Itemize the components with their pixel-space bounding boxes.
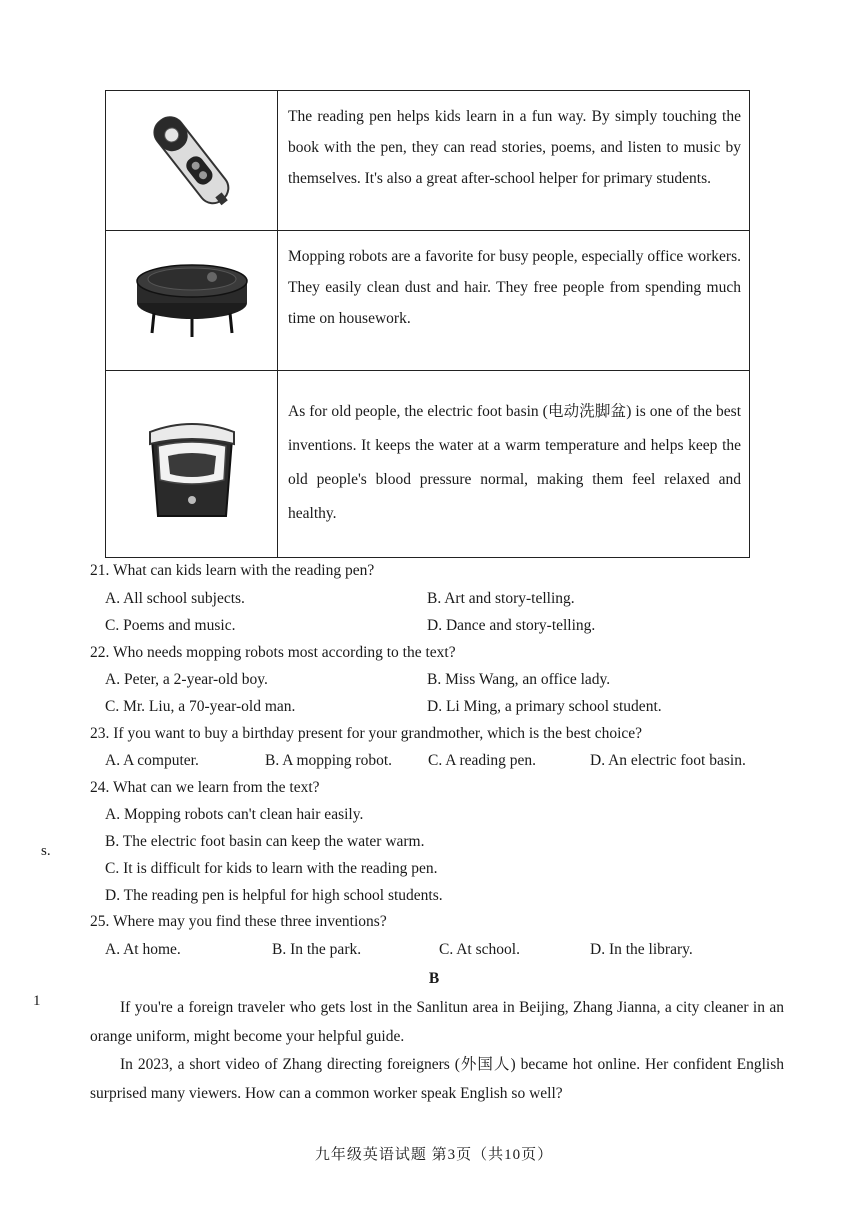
option-24-b: B. The electric foot basin can keep the water warm. [105,833,425,850]
option-23-a: A. A computer. [105,752,199,769]
question-22: 22. Who needs mopping robots most according to the text? [90,644,456,661]
option-22-b: B. Miss Wang, an office lady. [427,671,611,688]
question-23: 23. If you want to buy a birthday present for your grandmother, which is the best choice? [90,725,643,742]
mopping-robot-image [106,231,278,370]
section-heading: B [428,970,440,987]
passage-paragraph: If you're a foreign traveler who gets lost in the Sanlitun area in Beijing, Zhang Jianna, a city cleaner in an orange uniform, might become your helpful guide. [90,999,784,1045]
table-row [106,91,749,231]
table-row [106,231,749,371]
reading-pen-image [106,91,278,230]
inventions-table [105,90,750,558]
option-21-a: A. All school subjects. [105,590,245,607]
foot-basin-description: As for old people, the electric foot basin (电动洗脚盆) is one of the best inventions. It keeps the water at a warm temperature and helps keep the old people's blood pressure normal, making them feel relaxed and healthy. [288,403,741,522]
table-row [106,371,749,557]
question-21: 21. What can kids learn with the reading pen? [90,562,375,579]
mopping-robot-description: Mopping robots are a favorite for busy people, especially office workers. They easily clean dust and hair. They free people from spending much time on housework. [288,248,741,327]
option-24-c: C. It is difficult for kids to learn with the reading pen. [105,860,438,877]
foot-basin-icon [142,404,242,524]
question-25: 25. Where may you find these three inventions? [90,913,387,930]
foot-basin-image [106,371,278,557]
option-23-b: B. A mopping robot. [265,752,393,769]
option-25-a: A. At home. [105,941,181,958]
passage-paragraph: In 2023, a short video of Zhang directing foreigners (外国人) became hot online. Her confident English surprised many viewers. How can a common worker speak English so well? [90,1056,784,1102]
margin-mark: s. [41,843,51,859]
option-23-c: C. A reading pen. [428,752,537,769]
option-22-a: A. Peter, a 2-year-old boy. [105,671,268,688]
reading-pen-icon [137,106,247,216]
option-23-d: D. An electric foot basin. [590,752,746,769]
question-24: 24. What can we learn from the text? [90,779,320,796]
option-25-c: C. At school. [439,941,520,958]
option-25-b: B. In the park. [272,941,362,958]
reading-pen-description: The reading pen helps kids learn in a fun way. By simply touching the book with the pen, they can read stories, poems, and listen to music by themselves. It's also a great after-school helper for primary students. [288,108,741,187]
option-25-d: D. In the library. [590,941,693,958]
option-22-c: C. Mr. Liu, a 70-year-old man. [105,698,296,715]
page-footer: 九年级英语试题 第3页（共10页） [314,1147,554,1163]
option-21-c: C. Poems and music. [105,617,236,634]
option-22-d: D. Li Ming, a primary school student. [427,698,662,715]
option-21-d: D. Dance and story-telling. [427,617,596,634]
option-24-a: A. Mopping robots can't clean hair easily. [105,806,364,823]
option-21-b: B. Art and story-telling. [427,590,575,607]
margin-mark: 1 [33,993,41,1009]
mopping-robot-icon [132,251,252,351]
option-24-d: D. The reading pen is helpful for high school students. [105,887,443,904]
